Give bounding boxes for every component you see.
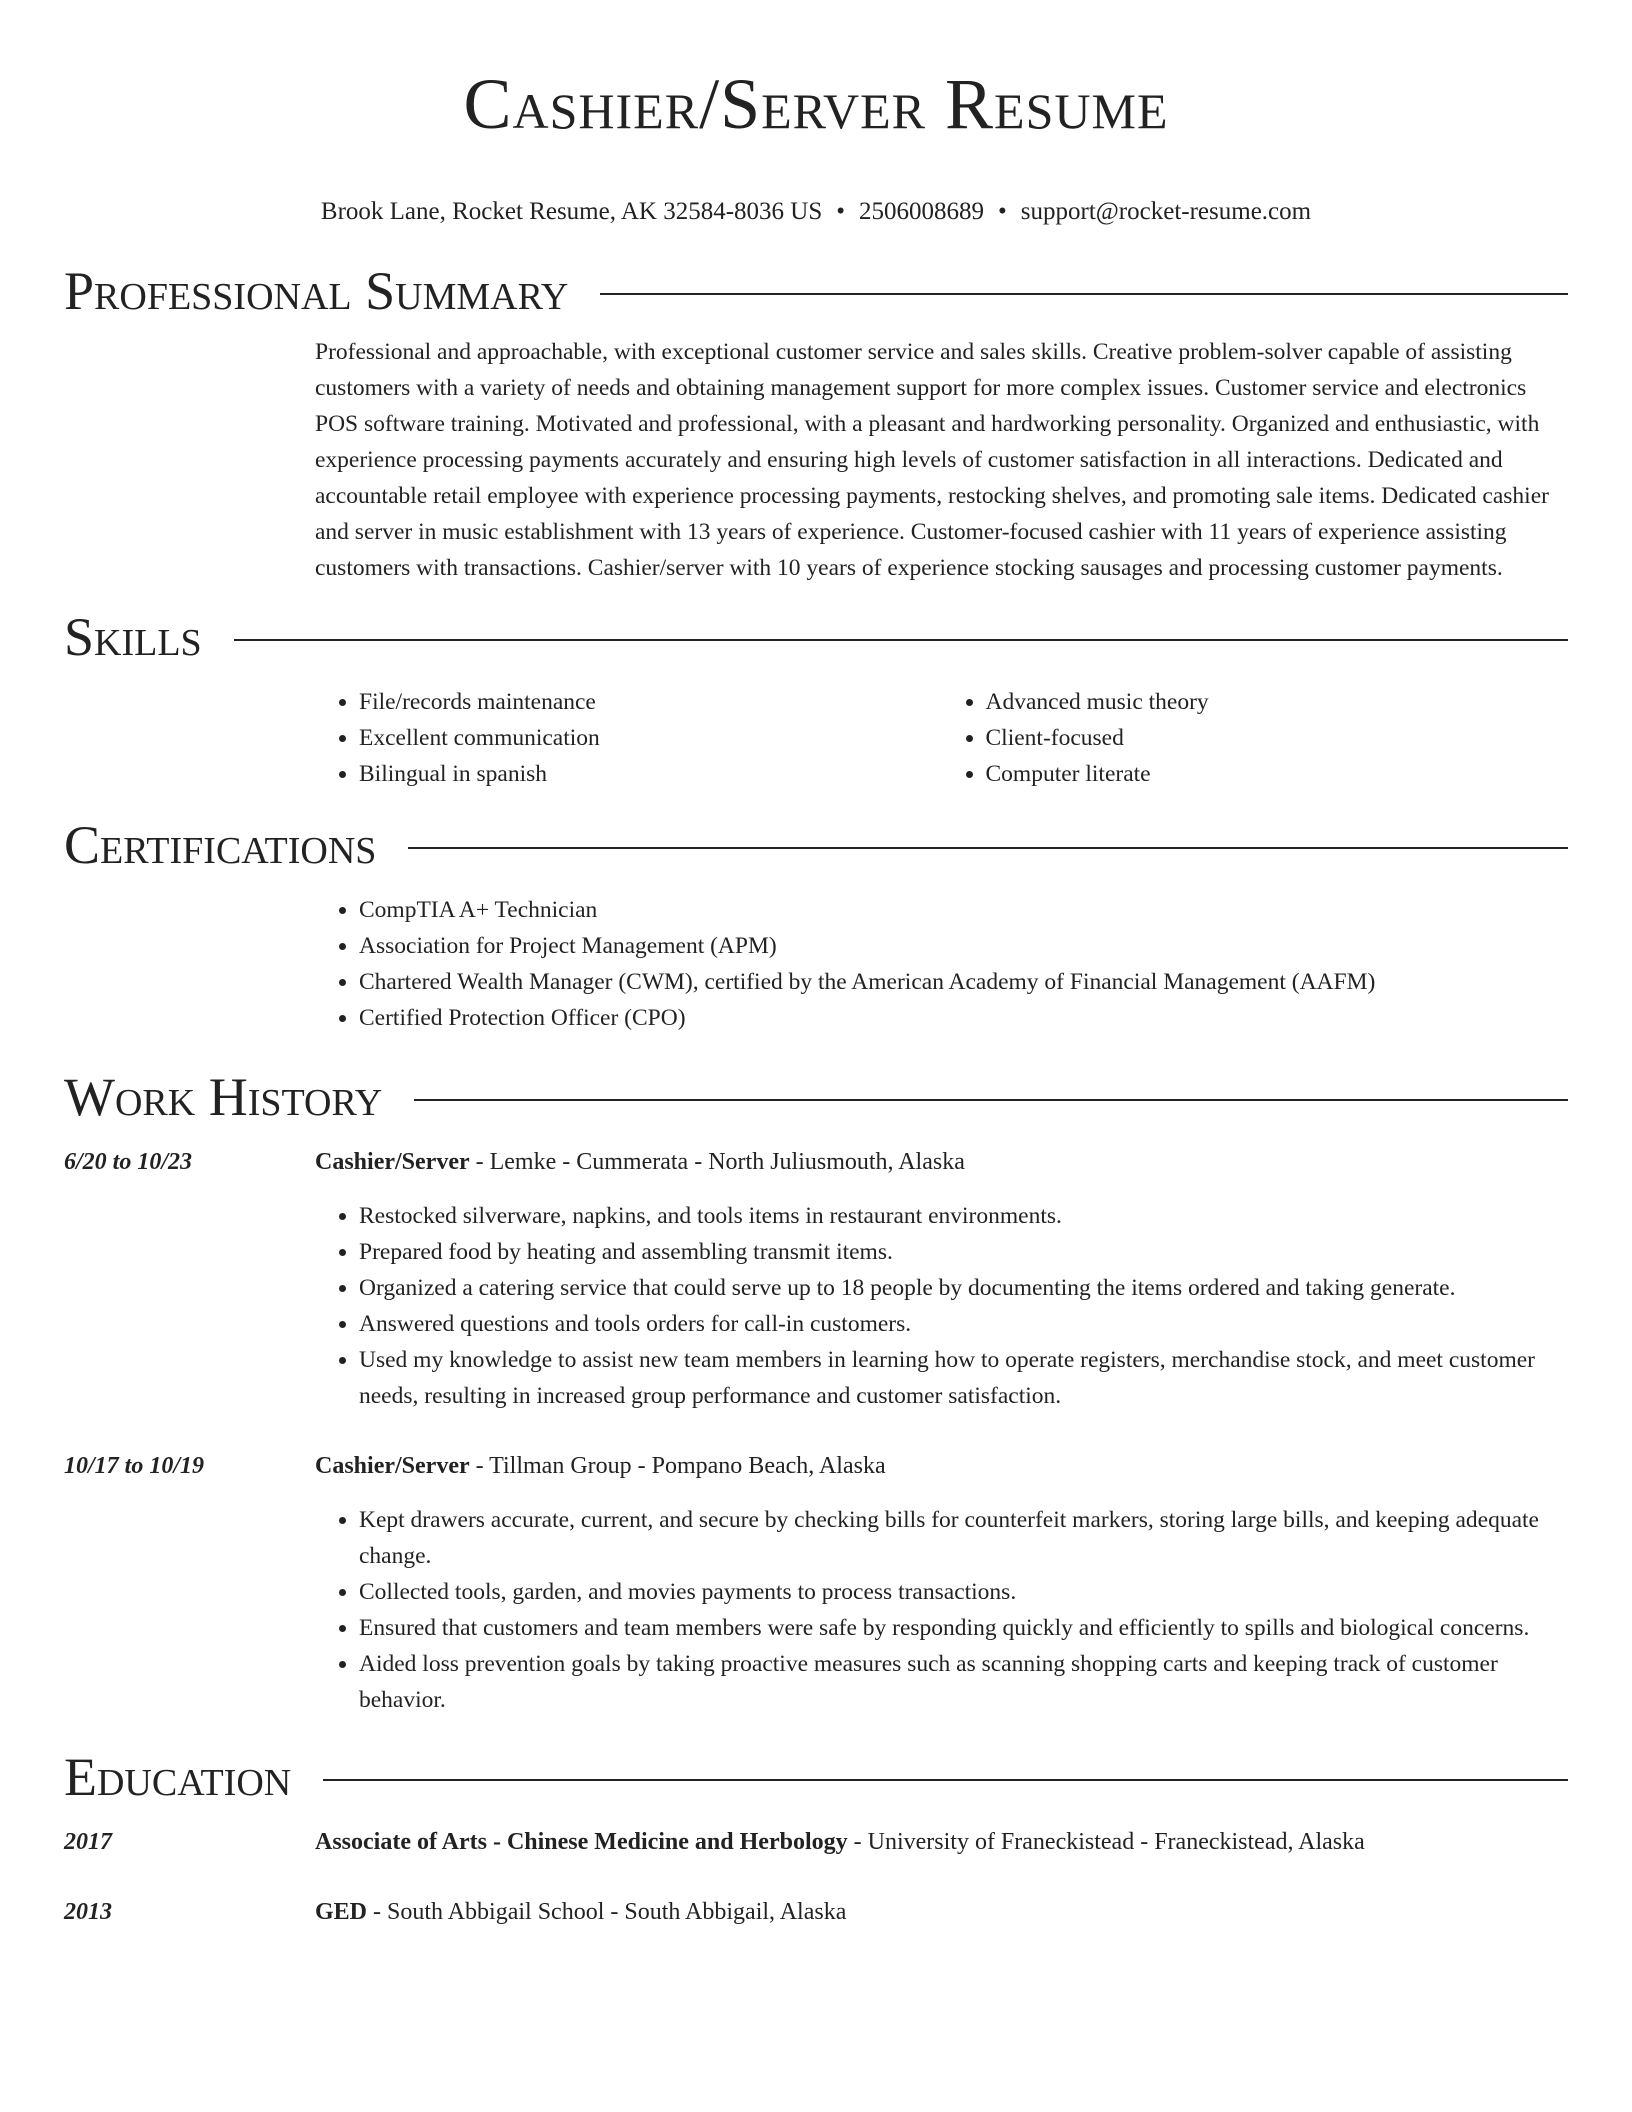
contact-phone: 2506008689 — [859, 198, 985, 225]
summary-section-header — [64, 258, 1568, 324]
skills-column-left — [315, 684, 942, 792]
skill-item: • File/records maintenance — [359, 684, 942, 720]
education-section-header — [64, 1744, 1568, 1810]
work-section-header — [64, 1064, 1568, 1130]
skills-column-right — [942, 684, 1569, 792]
job-bullet: • Answered questions and tools orders for call-in customers. — [359, 1306, 1568, 1342]
contact-address: Brook Lane, Rocket Resume, AK 32584-8036 US — [320, 198, 823, 225]
job-bullet: • Kept drawers accurate, current, and secure by checking bills for counterfeit markers, storing large bills, and keeping adequate change. — [359, 1502, 1568, 1574]
education-entry — [64, 1894, 1568, 1930]
section-divider — [234, 639, 1568, 641]
job-date: 10/17 to 10/19 — [64, 1453, 205, 1479]
skills-heading: Skills — [64, 607, 202, 667]
certification-item: • CompTIA A+ Technician — [359, 892, 1568, 928]
education-line — [315, 1824, 1568, 1860]
certifications-section-header — [64, 812, 1568, 878]
education-details: - South Abbigail School - South Abbigail, Alaska — [367, 1899, 847, 1925]
job-bullet: • Prepared food by heating and assembling transmit items. — [359, 1234, 1568, 1270]
skill-item: • Bilingual in spanish — [359, 756, 942, 792]
job-details: - Lemke - Cummerata - North Juliusmouth, Alaska — [469, 1149, 965, 1175]
certifications-heading: Certifications — [64, 815, 377, 875]
contact-line — [64, 196, 1568, 228]
contact-separator: • — [998, 198, 1007, 225]
job-entry — [64, 1144, 1568, 1414]
education-degree: GED — [315, 1899, 368, 1925]
certification-item: • Certified Protection Officer (CPO) — [359, 1000, 1568, 1036]
job-bullet: • Aided loss prevention goals by taking proactive measures such as scanning shopping carts and keeping track of customer behavior. — [359, 1646, 1568, 1718]
skill-item: • Computer literate — [986, 756, 1569, 792]
job-bullet: • Restocked silverware, napkins, and tools items in restaurant environments. — [359, 1198, 1568, 1234]
section-divider — [414, 1099, 1568, 1101]
certifications-list — [315, 892, 1568, 1036]
job-entry — [64, 1448, 1568, 1718]
education-entry — [64, 1824, 1568, 1860]
skill-item: • Advanced music theory — [986, 684, 1569, 720]
work-heading: Work History — [64, 1067, 383, 1127]
contact-separator: • — [836, 198, 846, 225]
job-details: - Tillman Group - Pompano Beach, Alaska — [469, 1453, 886, 1479]
skill-item: • Excellent communication — [359, 720, 942, 756]
education-details: - University of Franeckistead - Franeckistead, Alaska — [847, 1829, 1365, 1855]
education-degree: Associate of Arts - Chinese Medicine and Herbology — [315, 1829, 848, 1855]
summary-heading: Professional Summary — [64, 261, 569, 321]
section-divider — [600, 293, 1568, 295]
education-date: 2013 — [64, 1899, 112, 1925]
job-role: Cashier/Server — [315, 1453, 470, 1479]
job-bullet: • Collected tools, garden, and movies payments to process transactions. — [359, 1574, 1568, 1610]
job-bullet: • Used my knowledge to assist new team members in learning how to operate registers, merchandise stock, and meet customer needs, resulting in increased group performance and customer satisfaction. — [359, 1342, 1568, 1414]
education-line — [315, 1894, 1568, 1930]
job-role: Cashier/Server — [315, 1149, 470, 1175]
education-heading: Education — [64, 1747, 292, 1807]
job-body — [315, 1144, 1568, 1414]
job-title-line — [315, 1448, 1568, 1484]
skill-item: • Client-focused — [986, 720, 1569, 756]
job-date: 6/20 to 10/23 — [64, 1149, 193, 1175]
education-date: 2017 — [64, 1829, 112, 1855]
skills-list — [315, 684, 1568, 792]
certification-item: • Chartered Wealth Manager (CWM), certified by the American Academy of Financial Management (AAFM) — [359, 964, 1568, 1000]
job-bullets — [315, 1198, 1568, 1414]
job-bullet: • Ensured that customers and team members were safe by responding quickly and efficiently to spills and biological concerns. — [359, 1610, 1568, 1646]
skills-section-header — [64, 604, 1568, 670]
section-divider — [323, 1779, 1568, 1781]
job-title-line — [315, 1144, 1568, 1180]
job-bullets — [315, 1502, 1568, 1718]
contact-email: support@rocket-resume.com — [1020, 198, 1312, 225]
section-divider — [408, 847, 1568, 849]
job-body — [315, 1448, 1568, 1718]
summary-body — [315, 334, 1568, 586]
certification-item: • Association for Project Management (APM) — [359, 928, 1568, 964]
job-bullet: • Organized a catering service that could serve up to 18 people by documenting the items ordered and taking generate. — [359, 1270, 1568, 1306]
resume-title: Cashier/Server Resume — [463, 64, 1169, 144]
resume-page — [64, 0, 1568, 1930]
summary-text: Professional and approachable, with exceptional customer service and sales skills. Creative problem-solver capable of assisting customers with a variety of needs and obtaining management support for more complex issues. Customer service and electronics POS software training. Motivated and professional, with a pleasant and hardworking personality. Organized and enthusiastic, with experience processing payments accurately and ensuring high levels of customer satisfaction in all interactions. Dedicated and accountable retail employee with experience processing payments, restocking shelves, and promoting sale items. Dedicated cashier and server in music establishment with 13 years of experience. Customer-focused cashier with 11 years of experience assisting customers with transactions. Cashier/server with 10 years of experience stocking sausages and processing customer payments. — [315, 339, 1549, 581]
